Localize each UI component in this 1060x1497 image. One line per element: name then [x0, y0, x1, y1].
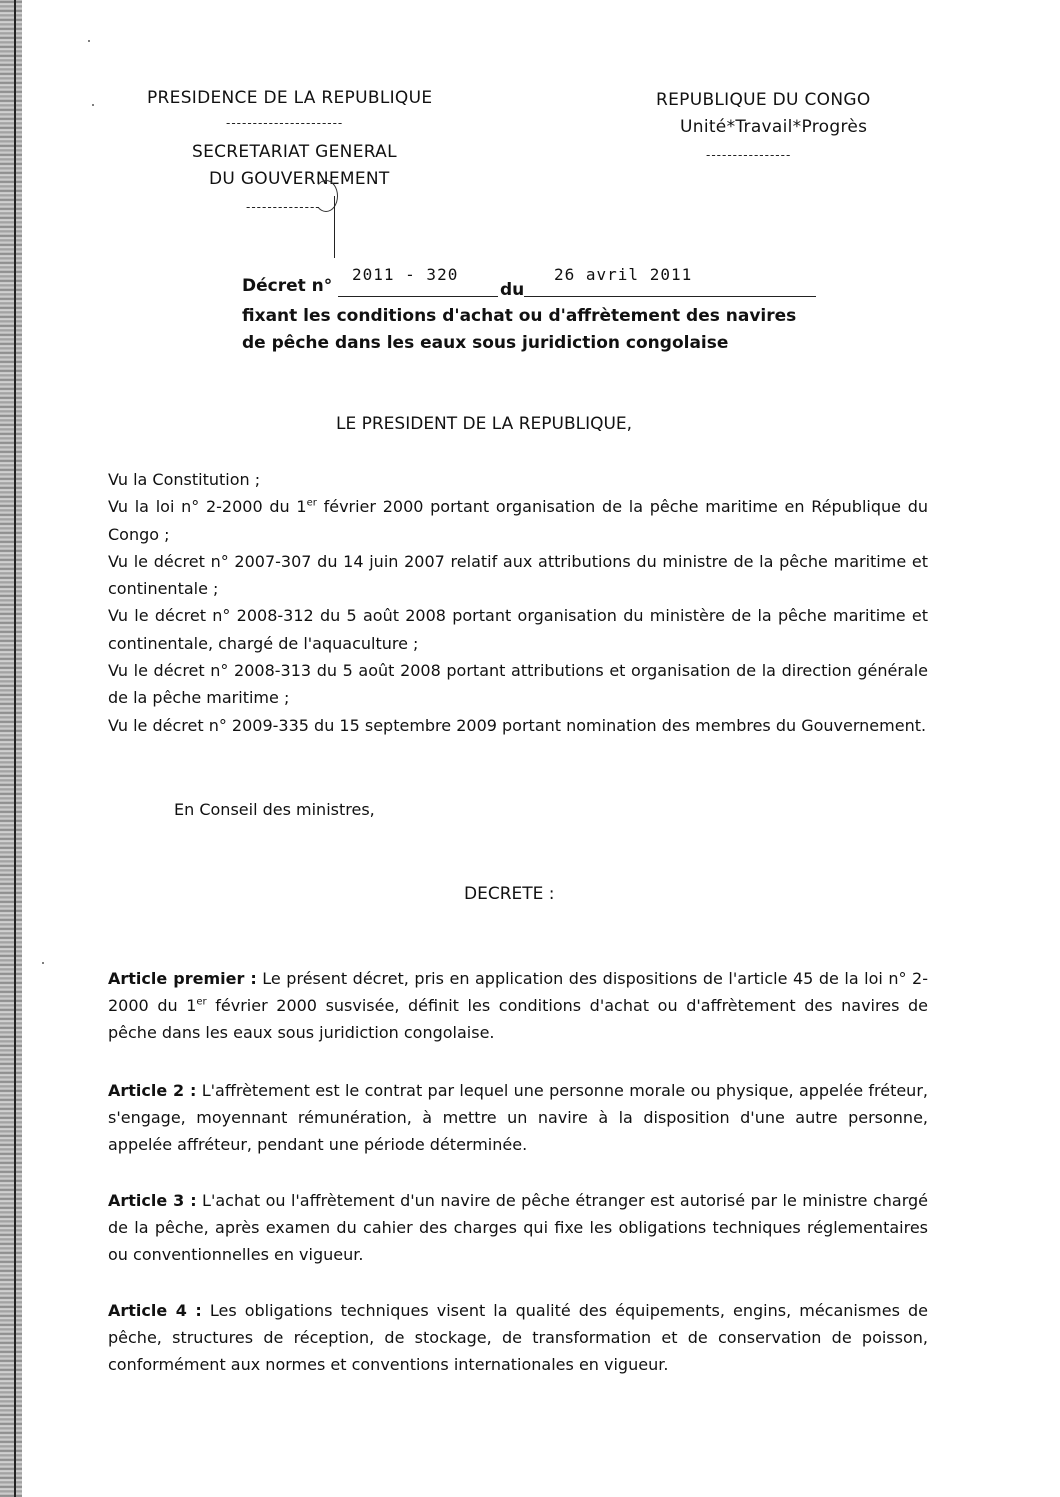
decree-label: Décret n° [242, 276, 333, 296]
article-label: Article premier : [108, 969, 257, 988]
decree-title-line1: fixant les conditions d'achat ou d'affrètement des navires [242, 306, 797, 326]
visa-loi-text: Vu la loi n° 2-2000 du 1 [108, 497, 307, 517]
article-label: Article 2 : [108, 1081, 197, 1100]
article-text: L'affrètement est le contrat par lequel une personne morale ou physique, appelée fréteur, s'engage, moyennant rémunération, à mettre un navire à la disposition d'une autre personne, appelée affréteur, pendant une période déterminée. [108, 1081, 928, 1154]
header-gouvernement: DU GOUVERNEMENT [209, 169, 390, 189]
header-right-divider: ---------------- [706, 148, 792, 162]
decree-date: 26 avril 2011 [554, 265, 693, 284]
article-label: Article 3 : [108, 1191, 197, 1210]
decree-title-line2: de pêche dans les eaux sous juridiction congolaise [242, 333, 729, 353]
decrete-heading: DECRETE : [464, 884, 555, 904]
decree-number-line [338, 296, 498, 297]
handwritten-stroke [334, 196, 335, 258]
header-left-divider-2: -------------- [246, 200, 321, 214]
visa-decret-2008-312: Vu le décret n° 2008-312 du 5 août 2008 portant organisation du ministère de la pêche maritime et continentale, chargé de l'aquaculture ; [108, 606, 928, 653]
article-premier [108, 965, 928, 1046]
article-text: Le présent décret, pris en application des dispositions de l'article 45 de la loi n° 2-2000 du 1 [108, 969, 929, 1015]
decree-date-line [524, 296, 816, 297]
scan-speck [42, 962, 44, 964]
scan-speck [88, 40, 90, 42]
article-2 [108, 1077, 928, 1158]
article-4 [108, 1297, 928, 1378]
visa-list [108, 466, 928, 739]
decree-du: du [500, 280, 525, 300]
article-text-2: février 2000 susvisée, définit les conditions d'achat ou d'affrètement des navires de pêche dans les eaux sous juridiction congolaise. [108, 996, 929, 1042]
header-republique: REPUBLIQUE DU CONGO [656, 90, 871, 110]
president-heading: LE PRESIDENT DE LA REPUBLIQUE, [336, 414, 633, 434]
header-presidence: PRESIDENCE DE LA REPUBLIQUE [147, 88, 433, 108]
conseil-line: En Conseil des ministres, [174, 800, 375, 819]
visa-decret-2008-313: Vu le décret n° 2008-313 du 5 août 2008 portant attributions et organisation de la direction générale de la pêche maritime ; [108, 661, 928, 708]
article-label: Article 4 : [108, 1301, 202, 1320]
article-text: Les obligations techniques visent la qualité des équipements, engins, mécanismes de pêche, structures de réception, de stockage, de transformation et de conservation de poisson, conformément aux normes et conventions internationales en vigueur. [108, 1301, 928, 1374]
article-3 [108, 1187, 928, 1268]
visa-loi [108, 493, 928, 548]
article-sup: er [196, 996, 207, 1008]
decree-number: 2011 - 320 [352, 265, 459, 284]
header-secretariat: SECRETARIAT GENERAL [192, 142, 397, 162]
visa-constitution: Vu la Constitution ; [108, 470, 261, 489]
visa-loi-text-2: février 2000 portant organisation de la pêche maritime en République du Congo ; [108, 497, 929, 544]
visa-decret-2009: Vu le décret n° 2009-335 du 15 septembre 2009 portant nomination des membres du Gouvernement. [108, 715, 927, 735]
scan-edge [0, 0, 22, 1497]
article-text: L'achat ou l'affrètement d'un navire de pêche étranger est autorisé par le ministre chargé de la pêche, après examen du cahier des charges qui fixe les obligations techniques réglementaires ou conventionnelles en vigueur. [108, 1191, 928, 1264]
visa-decret-2007: Vu le décret n° 2007-307 du 14 juin 2007 relatif aux attributions du ministre de la pêche maritime et continentale ; [108, 551, 928, 599]
visa-loi-sup: er [306, 497, 317, 509]
header-motto: Unité*Travail*Progrès [680, 117, 868, 137]
scan-speck [92, 104, 94, 106]
header-left-divider: ---------------------- [226, 116, 344, 130]
